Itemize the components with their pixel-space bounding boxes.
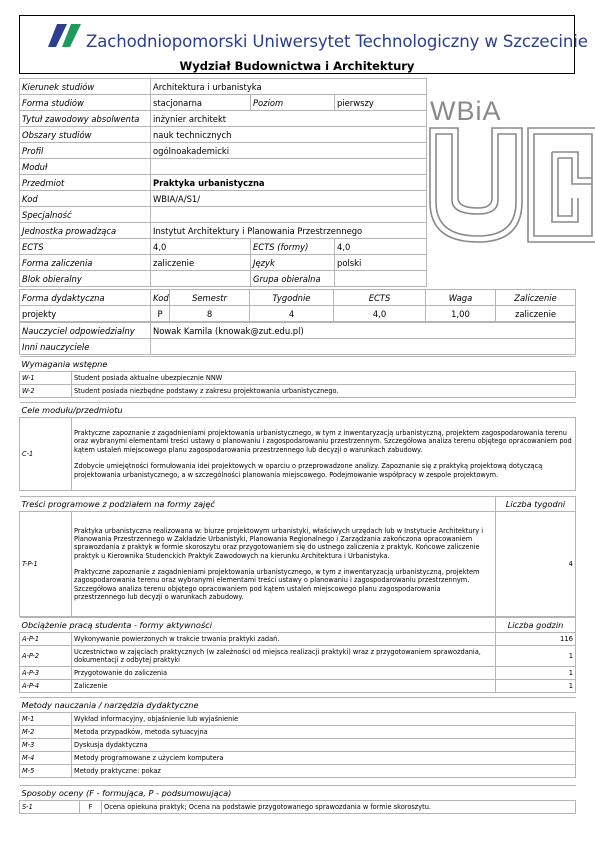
- table-cell: inżynier architekt: [151, 111, 427, 127]
- table-cell: Grupa obieralna: [251, 271, 335, 287]
- table-row: [20, 159, 576, 175]
- table-cell: Przedmiot: [20, 175, 151, 191]
- table-cell: ECTS: [334, 290, 426, 306]
- requirements-section: [19, 356, 576, 398]
- section-title: Cele modułu/przedmiotu: [20, 403, 576, 418]
- table-cell: [151, 159, 427, 175]
- table-cell: Instytut Architektury i Planowania Przestrzennego: [151, 223, 427, 239]
- table-cell: Kod: [151, 290, 170, 306]
- section-title: Wymagania wstępne: [20, 357, 576, 372]
- table-cell: Wykonywanie powierzonych w trakcie trwania praktyki zadań.: [72, 633, 496, 646]
- table-cell: [151, 339, 576, 355]
- table-row: [20, 403, 576, 418]
- table-cell: A-P-2: [20, 646, 72, 667]
- table-cell: stacjonarna: [151, 95, 251, 111]
- table-cell: nauk technicznych: [151, 127, 427, 143]
- table-cell: M-1: [20, 713, 72, 726]
- table-cell: M-3: [20, 739, 72, 752]
- teaching-forms-table: [19, 289, 576, 322]
- table-row: [20, 127, 576, 143]
- table-cell: 4,0: [334, 306, 426, 322]
- table-row: [20, 191, 576, 207]
- table-row: [20, 786, 576, 801]
- table-cell: ogólnoakademicki: [151, 143, 427, 159]
- table-cell: Obszary studiów: [20, 127, 151, 143]
- table-row: [20, 111, 576, 127]
- table-cell: W-1: [20, 372, 72, 385]
- teachers-table: [19, 322, 576, 355]
- table-cell: [427, 159, 576, 175]
- table-row: [20, 646, 576, 667]
- list-item: [20, 752, 576, 765]
- table-cell: Praktyczne zapoznanie z zagadnieniami projektowania urbanistycznego, w tym z inwentaryzacją urbanistyczną, projektem zagospodarowania terenu oraz wybranymi elementami treści ustawy o planowaniu i zagospodarowaniu przestrzennym. Szczegółowa analiza terenu objętego opracowaniem pod kątem ustaleń miejscowego planu zagospodarowania przestrzennego lub decyzji o warunkach zabudowy. Zdobycie umiejętności formułowania idei projektowych w oparciu o przeprowadzone analizy. Zapoznanie się z praktyką projektową dotyczącą projektowania urbanistycznego, a w szczególności planowania miejscowego. Podejmowanie współpracy w zespole projektowym.: [72, 418, 576, 491]
- table-cell: [335, 271, 427, 287]
- table-cell: Ocena opiekuna praktyk; Ocena na podstawie przygotowanego sprawozdania w formie skoroszytu.: [102, 801, 576, 814]
- table-row: [20, 79, 576, 95]
- section-title: Treści programowe z podziałem na formy zajęć: [20, 497, 496, 512]
- table-cell: WBIA/A/S1/: [151, 191, 427, 207]
- table-cell: Profil: [20, 143, 151, 159]
- table-cell: Forma studiów: [20, 95, 151, 111]
- table-row: [20, 618, 576, 633]
- list-item: [20, 385, 576, 398]
- wbia-logo-text: WBiA: [430, 96, 502, 126]
- table-row: [20, 667, 576, 680]
- table-cell: Forma dydaktyczna: [20, 290, 151, 306]
- responsible-teacher: Nowak Kamila (knowak@zut.edu.pl): [151, 323, 576, 339]
- table-cell: 1: [496, 646, 576, 667]
- table-cell: [151, 271, 251, 287]
- table-cell: ECTS: [20, 239, 151, 255]
- table-cell: M-5: [20, 765, 72, 778]
- table-row: [20, 271, 576, 287]
- table-cell: Liczba tygodni: [496, 497, 576, 512]
- table-cell: W-2: [20, 385, 72, 398]
- table-cell: 4: [250, 306, 334, 322]
- table-cell: P: [151, 306, 170, 322]
- table-cell: C-1: [20, 418, 72, 491]
- table-cell: S-1: [20, 801, 80, 814]
- list-item: [20, 726, 576, 739]
- table-cell: Metoda przypadków, metoda sytuacyjna: [72, 726, 576, 739]
- section-title: Obciążenie pracą studenta - formy aktywności: [20, 618, 496, 633]
- table-cell: Forma zaliczenia: [20, 255, 151, 271]
- table-cell: [427, 255, 576, 271]
- table-cell: [427, 271, 576, 287]
- table-row: [20, 497, 576, 512]
- table-cell: pierwszy: [335, 95, 427, 111]
- table-cell: 1,00: [426, 306, 496, 322]
- table-cell: Zaliczenie: [496, 290, 576, 306]
- list-item: [20, 801, 576, 814]
- section-title: Sposoby oceny (F - formująca, P - podsumowująca): [20, 786, 576, 801]
- table-row: [20, 207, 576, 223]
- table-cell: Wykład informacyjny, objaśnienie lub wyjaśnienie: [72, 713, 576, 726]
- table-cell: Student posiada niezbędne podstawy z zakresu projektowania urbanistycznego.: [72, 385, 576, 398]
- table-cell: A-P-4: [20, 680, 72, 693]
- table-cell: [427, 127, 576, 143]
- table-row: [20, 323, 576, 339]
- table-cell: Metody programowane z użyciem komputera: [72, 752, 576, 765]
- table-cell: ECTS (formy): [251, 239, 335, 255]
- table-row: [20, 95, 576, 111]
- table-row: [20, 306, 576, 322]
- table-cell: Kod: [20, 191, 151, 207]
- table-cell: 4,0: [151, 239, 251, 255]
- workload-section: [19, 617, 576, 693]
- table-cell: [427, 207, 576, 223]
- table-row: [20, 255, 576, 271]
- table-cell: Język: [251, 255, 335, 271]
- table-cell: Przygotowanie do zaliczenia: [72, 667, 496, 680]
- table-cell: 8: [170, 306, 250, 322]
- table-cell: Poziom: [251, 95, 335, 111]
- table-cell: 4,0: [335, 239, 427, 255]
- table-cell: zaliczenie: [151, 255, 251, 271]
- methods-section: [19, 697, 576, 778]
- table-cell: Moduł: [20, 159, 151, 175]
- table-cell: [427, 191, 576, 207]
- document-header: [19, 15, 588, 74]
- table-cell: zaliczenie: [496, 306, 576, 322]
- table-cell: Tygodnie: [250, 290, 334, 306]
- list-item: [20, 372, 576, 385]
- table-cell: M-2: [20, 726, 72, 739]
- course-name: Praktyka urbanistyczna: [151, 175, 427, 191]
- table-cell: Uczestnictwo w zajęciach praktycznych (w zależności od miejsca realizacji praktyki) wraz z przygotowaniem sprawozdania, dokumentacji z odbytej praktyki: [72, 646, 496, 667]
- table-cell: Zaliczenie: [72, 680, 496, 693]
- table-cell: Jednostka prowadząca: [20, 223, 151, 239]
- table-row: [20, 143, 576, 159]
- table-row: [20, 357, 576, 372]
- table-row: [20, 680, 576, 693]
- table-row: [20, 633, 576, 646]
- table-row: [20, 290, 576, 306]
- table-cell: 1: [496, 667, 576, 680]
- table-cell: [427, 79, 576, 95]
- list-item: [20, 739, 576, 752]
- faculty-name: Wydział Budownictwa i Architektury: [179, 59, 415, 73]
- table-cell: [427, 239, 576, 255]
- table-cell: Waga: [426, 290, 496, 306]
- table-cell: [151, 207, 427, 223]
- table-cell: A-P-3: [20, 667, 72, 680]
- list-item: [20, 765, 576, 778]
- table-cell: [427, 223, 576, 239]
- program-section: [19, 496, 576, 617]
- table-cell: projekty: [20, 306, 151, 322]
- table-cell: [427, 95, 576, 111]
- goals-section: [19, 402, 576, 491]
- table-cell: Praktyka urbanistyczna realizowana w: biurze projektowym urbanistyki, właściwych urzędach lub w Instytucie Architektury i Planowania Przestrzennego w Zakładzie Urbanistyki, Planowania Regionalnego i Zarządzania zakończona opracowaniem sprawozdania z praktyk w formie skoroszytu oraz przygotowaniem się do ustnego zaliczenia z praktyk. Końcowe zaliczenie praktyk u Kierownika Studenckich Praktyk Zawodowych na kierunku Architektura i Urbanistyka. Praktyczne zapoznanie z zagadnieniami projektowania urbanistycznego, w tym z inwentaryzacją urbanistyczną, projektem zagospodarowania terenu oraz wybranymi elementami treści ustawy o planowaniu i zagospodarowaniu przestrzennym. Szczegółowa analiza terenu objętego opracowaniem pod kątem ustaleń miejscowego planu zagospodarowania przestrzennego lub decyzji o warunkach zabudowy.: [72, 512, 496, 617]
- table-row: [20, 698, 576, 713]
- table-row: [20, 175, 576, 191]
- list-item: [20, 418, 576, 491]
- table-cell: Dyskusja dydaktyczna: [72, 739, 576, 752]
- university-name: Zachodniopomorski Uniwersytet Technologiczny w Szczecinie: [86, 32, 588, 51]
- table-cell: [427, 143, 576, 159]
- table-cell: T-P-1: [20, 512, 72, 617]
- table-cell: [427, 175, 576, 191]
- table-cell: Metody praktyczne: pokaz: [72, 765, 576, 778]
- table-row: [20, 239, 576, 255]
- list-item: [20, 512, 576, 617]
- table-cell: F: [80, 801, 102, 814]
- table-row: [20, 339, 576, 355]
- course-info-table: [19, 78, 576, 287]
- table-cell: Specjalność: [20, 207, 151, 223]
- table-cell: Inni nauczyciele: [20, 339, 151, 355]
- table-cell: Kierunek studiów: [20, 79, 151, 95]
- table-cell: Nauczyciel odpowiedzialny: [20, 323, 151, 339]
- section-title: Metody nauczania / narzędzia dydaktyczne: [20, 698, 576, 713]
- university-logo-icon: [48, 24, 86, 48]
- assessment-section: [19, 785, 576, 814]
- table-cell: A-P-1: [20, 633, 72, 646]
- table-cell: Architektura i urbanistyka: [151, 79, 427, 95]
- table-cell: Tytuł zawodowy absolwenta: [20, 111, 151, 127]
- table-cell: 116: [496, 633, 576, 646]
- list-item: [20, 713, 576, 726]
- table-row: [20, 223, 576, 239]
- table-cell: Liczba godzin: [496, 618, 576, 633]
- table-cell: Student posiada aktualne ubezpiecznie NNW: [72, 372, 576, 385]
- table-cell: M-4: [20, 752, 72, 765]
- table-cell: Semestr: [170, 290, 250, 306]
- table-cell: Blok obieralny: [20, 271, 151, 287]
- table-cell: polski: [335, 255, 427, 271]
- table-cell: 1: [496, 680, 576, 693]
- table-cell: [427, 111, 576, 127]
- table-cell: 4: [496, 512, 576, 617]
